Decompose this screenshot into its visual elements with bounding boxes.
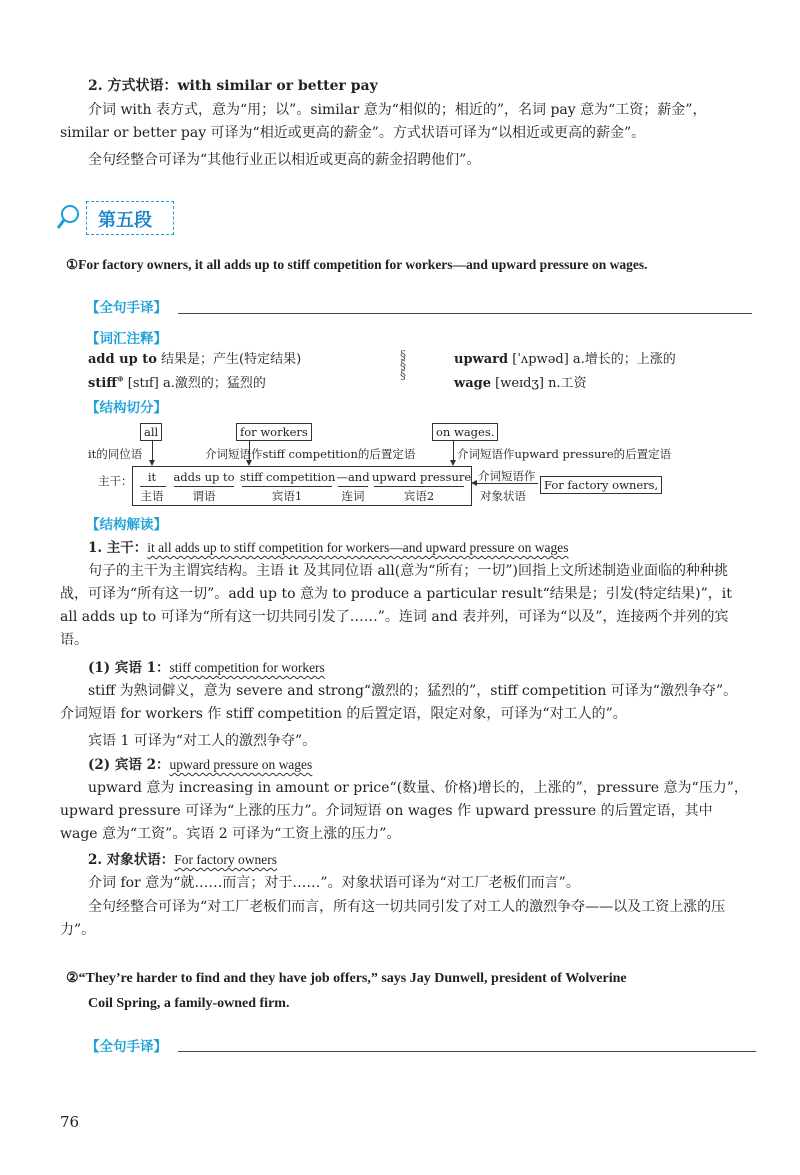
label-appositive: it的同位语 (88, 447, 143, 461)
vocab-item-stiff: stiff⊕ [stɪf] a.激烈的；猛烈的 (88, 374, 266, 391)
translate-label-2: 【全句手译】 (86, 1039, 167, 1055)
vocab-item-upward: upward [ˈʌpwəd] a.增长的；上涨的 (454, 352, 676, 367)
analysis-label: 【结构解读】 (86, 517, 167, 533)
label-pp1: 介词短语作stiff competition的后置定语 (205, 447, 416, 461)
manner-adverbial-paragraph: 介词 with 表方式，意为“用；以”。similar 意为“相似的；相近的”，名词 pay 意为“工资；薪金”，similar or better pay 可译为“相近或更高的薪金”。方式状语可译为“以相近或更高的薪金”。 (60, 102, 707, 141)
seg-and: —and (336, 470, 370, 484)
manner-adverbial-heading: 2. 方式状语：with similar or better pay (88, 78, 378, 94)
main-label: 主干： (98, 474, 133, 488)
seg-underline (338, 486, 368, 487)
manner-adverbial-summary: 全句经整合可译为“其他行业正以相近或更高的薪金招聘他们”。 (88, 152, 481, 168)
seg-underline (242, 486, 332, 487)
box-on-wages: on wages. (432, 423, 498, 441)
role-object2: 宾语2 (403, 489, 435, 503)
vocab-label: 【词汇注释】 (86, 331, 167, 347)
seg-stiff-competition: stiff competition (240, 470, 336, 484)
box-for-factory-owners: For factory owners, (540, 476, 662, 494)
object1-paragraph: stiff 为熟词僻义，意为 severe and strong“激烈的；猛烈的”，stiff competition 可译为“激烈争夺”。介词短语 for workers 作 stiff competition 的后置定语，限定对象，可译为“对工人的”。 (60, 683, 738, 722)
role-conjunction: 连词 (341, 489, 365, 503)
main-clause-paragraph: 句子的主干为主谓宾结构。主语 it 及其同位语 all(意为“所有；一切”)回指上文所述制造业面临的种种挑战，可译为“所有这一切”。add up to 意为 to produce a particular result“结果是；引发(特定结果)”，it all adds up to 可译为“所有这一切共同引发了……”。连词 and 表并列，可译为“以及”，连接两个并列的宾语。 (60, 563, 732, 648)
box-for-workers: for workers (236, 423, 312, 441)
sentence1-full-translation: 全句经整合可译为“对工厂老板们而言，所有这一切共同引发了对工人的激烈争夺——以及工资上涨的压力”。 (60, 899, 726, 938)
seg-it: it (147, 470, 157, 484)
seg-adds-up-to: adds up to (173, 470, 235, 484)
object-adverbial-paragraph: 介词 for 意为“就……而言；对于……”。对象状语可译为“对工厂老板们而言”。 (88, 875, 580, 891)
sentence-1: ①For factory owners, it all adds up to stiff competition for workers—and upward pressure on wages. (66, 257, 648, 272)
page-number: 76 (60, 1113, 80, 1131)
seg-underline (374, 486, 464, 487)
object1-summary: 宾语 1 可译为“对工人的激烈争夺”。 (88, 733, 317, 749)
magnifier-icon (56, 203, 82, 233)
translate-line-1 (178, 313, 752, 314)
section-title: 第五段 (98, 210, 152, 231)
sentence-2-line-1: ②“They’re harder to find and they have job offers,” says Jay Dunwell, president of Wolverine (66, 971, 627, 986)
translate-line-2 (178, 1051, 756, 1052)
role-object1: 宾语1 (271, 489, 303, 503)
vocab-item-add-up-to: add up to 结果是；产生(特定结果) (88, 352, 302, 367)
object2-paragraph: upward 意为 increasing in amount or price“(数量、价格)增长的，上涨的”，pressure 意为“压力”，upward pressure 可译为“上涨的压力”。介词短语 on wages 作 upward pressure 的后置定语，其中 wage 意为“工资”。宾语 2 可译为“工资上涨的压力”。 (60, 780, 748, 842)
seg-underline (174, 486, 234, 487)
sentence-2-line-2: Coil Spring, a family-owned firm. (88, 996, 290, 1011)
structure-label: 【结构切分】 (86, 400, 167, 416)
vocab-item-wage: wage [weɪdʒ] n.工资 (454, 376, 587, 391)
label-pp3: 介词短语作 (478, 469, 536, 483)
translate-label-1: 【全句手译】 (86, 300, 167, 316)
label-object-adverbial: 对象状语 (480, 489, 526, 503)
box-all: all (140, 423, 162, 441)
vocab-divider: § § § (400, 348, 406, 382)
label-pp2: 介词短语作upward pressure的后置定语 (457, 447, 672, 461)
object-adverbial-heading: 2. 对象状语：For factory owners (88, 852, 278, 868)
seg-underline (140, 486, 166, 487)
seg-upward-pressure: upward pressure (372, 470, 472, 484)
connector (476, 483, 538, 484)
role-predicate: 谓语 (192, 489, 216, 503)
object1-heading: (1) 宾语 1：stiff competition for workers (88, 660, 325, 676)
main-clause-heading: 1. 主干：it all adds up to stiff competition for workers—and upward pressure on wages (88, 540, 569, 556)
object2-heading: (2) 宾语 2：upward pressure on wages (88, 757, 313, 773)
role-subject: 主语 (140, 489, 164, 503)
